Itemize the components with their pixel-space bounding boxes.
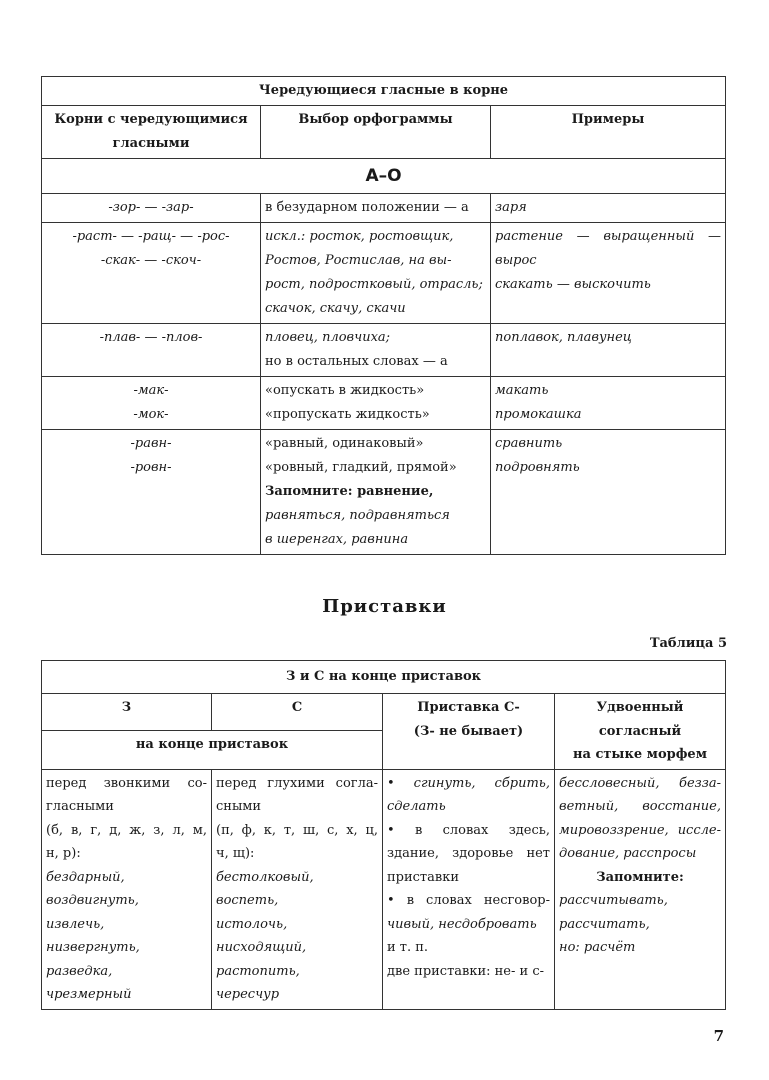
examples-cell xyxy=(491,324,726,377)
col-z-cell xyxy=(42,769,212,1009)
root-pair: -плав- — -плов- xyxy=(99,330,203,345)
example-text: мировоззрение, иссле- xyxy=(559,822,721,838)
rule-text: сными xyxy=(216,799,262,814)
examples-cell xyxy=(491,223,726,324)
rule-text: пловец, пловчиха; xyxy=(265,330,391,345)
table-title: Чередующиеся гласные в корне xyxy=(42,77,726,106)
rule-text: но в остальных словах — а xyxy=(265,354,448,369)
example-text: скакать — выскочить xyxy=(495,277,651,292)
rule-text: Ростов, Ростислав, на вы- xyxy=(265,253,452,268)
header-line: на стыке морфем xyxy=(573,747,707,762)
example-text: дование, расспросы xyxy=(559,846,697,861)
rule-text: «опускать в жидкость» xyxy=(265,383,425,398)
example-text: подровнять xyxy=(495,460,580,475)
rule-cell xyxy=(261,324,491,377)
alternating-vowels-table xyxy=(41,76,726,555)
rule-text: • в словах здесь, xyxy=(387,822,550,838)
example-word: истолочь, xyxy=(216,916,288,932)
root-pair: -раст- — -ращ- — -рос- xyxy=(72,229,230,244)
rule-text: перед глухими согла- xyxy=(216,775,378,791)
example-text: промокашка xyxy=(495,407,582,422)
rule-cell xyxy=(261,430,491,555)
rule-text: (п, ф, к, т, ш, с, х, ц, xyxy=(216,822,378,838)
example-word: растопить, xyxy=(216,963,300,979)
example-text: вырос xyxy=(495,253,537,268)
roots-cell xyxy=(42,324,261,377)
examples-cell xyxy=(491,377,726,430)
example-text: макать xyxy=(495,383,549,398)
rule-text: «ровный, гладкий, прямой» xyxy=(265,460,457,475)
example-text: сравнить xyxy=(495,436,563,451)
rule-cell xyxy=(261,194,491,223)
example-text: ветный, восстание, xyxy=(559,799,721,814)
example-text: бессловесный, безза- xyxy=(559,775,721,791)
column-header-rule: Выбор орфограммы xyxy=(261,106,491,159)
table-row xyxy=(42,430,726,555)
rule-text: ч, щ): xyxy=(216,846,255,861)
example-word: низвергнуть, xyxy=(46,940,140,955)
rule-text: перед звонкими со- xyxy=(46,775,207,791)
column-header-double-consonant xyxy=(555,694,726,770)
example-word: рассчитывать, xyxy=(559,893,668,908)
roots-cell xyxy=(42,377,261,430)
rule-text: • в словах несговор- xyxy=(387,893,550,908)
rule-cell xyxy=(261,377,491,430)
roots-cell xyxy=(42,430,261,555)
rule-text: «равный, одинаковый» xyxy=(265,436,424,451)
roots-cell xyxy=(42,194,261,223)
table-title: З и С на конце приставок xyxy=(42,661,726,694)
example-word: но: расчёт xyxy=(559,940,636,955)
column-header-z: З xyxy=(42,694,212,731)
example-text: заря xyxy=(495,200,527,215)
rule-text: чивый, несдобровать xyxy=(387,916,537,932)
remember-label: Запомните: xyxy=(596,869,684,885)
rule-cell xyxy=(261,223,491,324)
rule-text: в безударном положении — а xyxy=(265,200,469,215)
col-double-consonant-cell xyxy=(555,769,726,1009)
header-line: (З- не бывает) xyxy=(413,723,524,739)
rule-text: сделать xyxy=(387,799,446,814)
example-word: воспеть, xyxy=(216,893,279,908)
examples-cell xyxy=(491,194,726,223)
example-word: разведка, xyxy=(46,963,113,979)
rule-text: и т. п. xyxy=(387,940,429,955)
section-heading-a-o: А–О xyxy=(42,159,726,194)
rule-text: искл.: росток, ростовщик, xyxy=(265,229,454,244)
root: -мак- xyxy=(133,383,169,398)
column-header-examples: Примеры xyxy=(491,106,726,159)
table-row xyxy=(42,377,726,430)
header-line: Удвоенный согласный xyxy=(596,700,684,739)
root-pair: -зор- — -зар- xyxy=(108,200,194,215)
col-s-prefix-cell xyxy=(383,769,555,1009)
example-text: растение — выращенный — xyxy=(495,229,722,244)
rule-text: «пропускать жидкость» xyxy=(265,407,430,422)
rule-text: в шеренгах, равнина xyxy=(265,532,409,547)
rule-text: н, р): xyxy=(46,846,81,861)
table-row xyxy=(42,223,726,324)
rule-text: рост, подростковый, отрасль; xyxy=(265,277,483,292)
rule-text: две приставки: не- и с- xyxy=(387,963,544,979)
root: -равн- xyxy=(130,436,172,451)
examples-cell xyxy=(491,430,726,555)
column-header-s-prefix xyxy=(383,694,555,770)
root: -ровн- xyxy=(130,460,172,475)
subheader-at-end-of-prefixes: на конце приставок xyxy=(42,730,383,769)
example-word: чересчур xyxy=(216,987,280,1002)
rule-text: Запомните: равнение, xyxy=(265,484,434,499)
rule-text: приставки xyxy=(387,869,459,885)
column-header-s: С xyxy=(212,694,383,731)
table-row xyxy=(42,194,726,223)
table-label: Таблица 5 xyxy=(649,636,727,651)
roots-cell xyxy=(42,223,261,324)
prefixes-z-s-table xyxy=(41,660,726,1010)
example-word: нисходящий, xyxy=(216,940,307,955)
rule-text: • сгинуть, сбрить, xyxy=(387,775,550,791)
table-row xyxy=(42,769,726,1009)
table-row xyxy=(42,324,726,377)
section-title: Приставки xyxy=(322,596,447,617)
example-word: бестолковый, xyxy=(216,869,314,885)
col-s-cell xyxy=(212,769,383,1009)
rule-text: гласными xyxy=(46,799,114,814)
example-word: чрезмерный xyxy=(46,987,132,1002)
root: -мок- xyxy=(133,407,169,422)
example-word: воздвигнуть, xyxy=(46,893,139,908)
example-word: извлечь, xyxy=(46,916,105,932)
example-text: поплавок, плавунец xyxy=(495,330,632,345)
example-word: рассчитать, xyxy=(559,916,650,932)
rule-text: (б, в, г, д, ж, з, л, м, xyxy=(46,822,207,838)
rule-text: скачок, скачу, скачи xyxy=(265,301,406,316)
example-word: бездарный, xyxy=(46,869,125,885)
header-line: Приставка С- xyxy=(417,700,520,715)
column-header-roots: Корни с чередующимися гласными xyxy=(42,106,261,159)
rule-text: равняться, подравняться xyxy=(265,508,450,523)
rule-text: здание, здоровье нет xyxy=(387,846,550,861)
root-pair: -скак- — -скоч- xyxy=(100,253,202,268)
page-number: 7 xyxy=(713,1027,724,1045)
